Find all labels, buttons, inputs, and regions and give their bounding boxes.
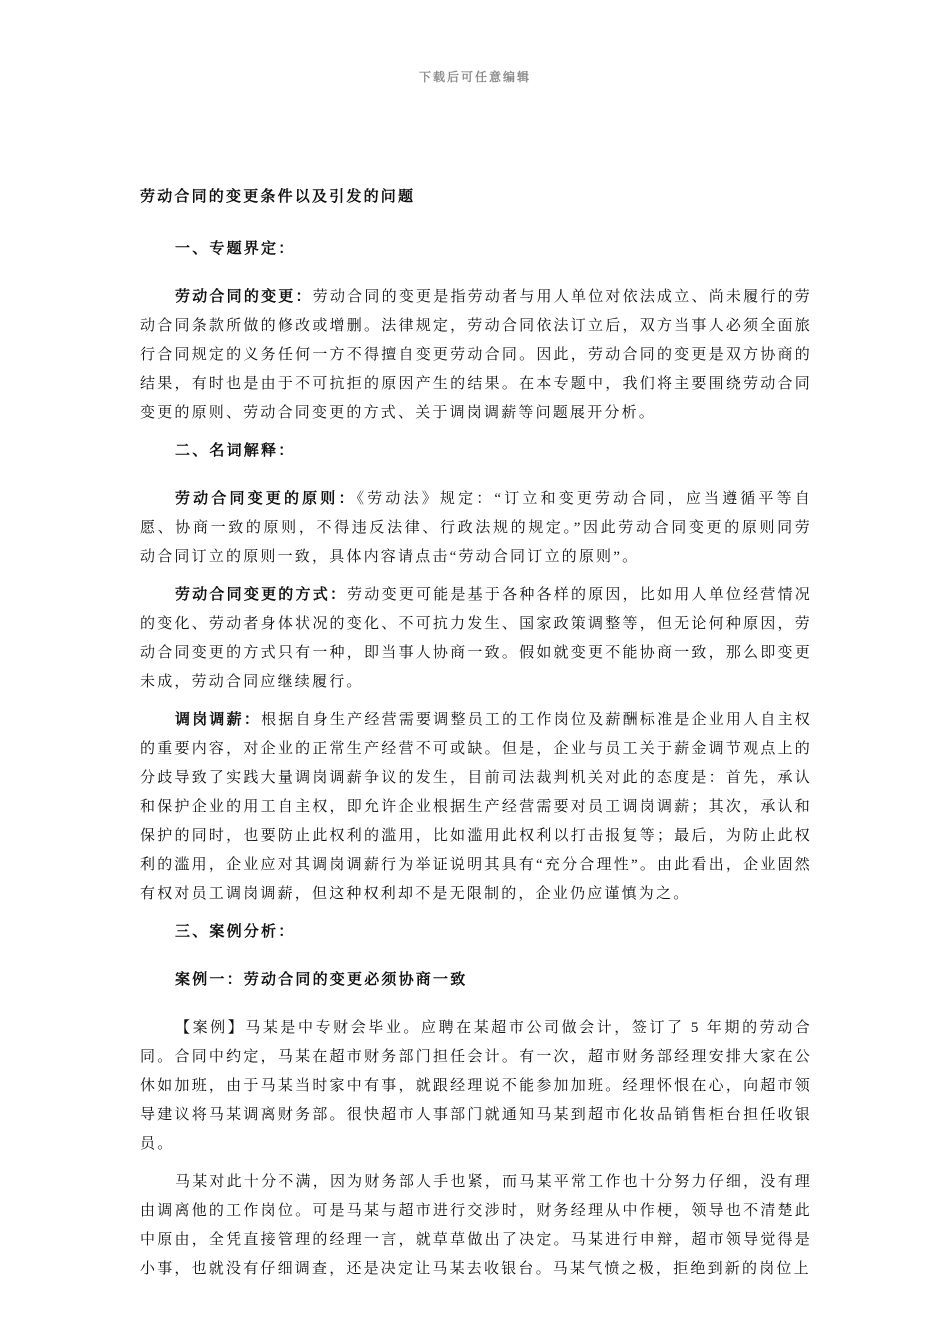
section-heading-1: 一、专题界定： [175,241,296,257]
paragraph-case-description [140,1014,812,1159]
document-content [140,183,812,1284]
paragraph-lead: 劳动合同变更的方式： [175,587,348,603]
section-heading-3: 三、案例分析： [175,924,296,940]
paragraph-lead: 劳动合同变更的原则： [175,491,357,507]
paragraph-text: 《劳动法》规定：“订立和变更劳动合同，应当遵循平等自愿、协商一致的原则，不得违反法律、行政法规的规定。”因此劳动合同变更的原则同劳动合同订立的原则一致，具体内容请点击“劳动合同订立的原则”。 [140,491,812,565]
paragraph-post-salary-adjustment [140,706,812,909]
paragraph-change-principle [140,485,812,572]
paragraph-text: 劳动合同的变更是指劳动者与用人单位对依法成立、尚未履行的劳动合同条款所做的修改或增删。法律规定，劳动合同依法订立后，双方当事人必须全面旅行合同规定的义务任何一方不得擅自变更劳动合同。因此，劳动合同的变更是双方协商的结果，有时也是由于不可抗拒的原因产生的结果。在本专题中，我们将主要围绕劳动合同变更的原则、劳动合同变更的方式、关于调岗调薪等问题展开分析。 [140,289,812,421]
paragraph-lead: 劳动合同的变更： [175,289,313,305]
page-header-note: 下载后可任意编辑 [418,70,531,84]
paragraph-text: 马某对此十分不满，因为财务部人手也紧，而马某平常工作也十分努力仔细，没有理由调离他的工作岗位。可是马某与超市进行交涉时，财务经理从中作梗，领导也不清楚此中原由，全凭直接管理的经理一言，就草草做出了决定。马某进行申辩，超市领导觉得是小事，也就没有仔细调查，还是决定让马某去收银台。马某气愤之极，拒绝到新的岗位上 [140,1174,812,1277]
paragraph-case-continued [140,1168,812,1284]
section-heading-2: 二、名词解释： [175,443,296,459]
paragraph-text: 【案例】马某是中专财会毕业。应聘在某超市公司做会计，签订了 5 年期的劳动合同。合同中约定，马某在超市财务部门担任会计。有一次，超市财务部经理安排大家在公休如加班，由于马某当时家中有事，就跟经理说不能参加加班。经理怀恨在心，向超市领导建议将马某调离财务部。很快超市人事部门就通知马某到超市化妆品销售柜台担任收银员。 [140,1020,812,1152]
case-one-heading: 案例一：劳动合同的变更必须协商一致 [175,972,468,988]
paragraph-lead: 调岗调薪： [175,712,262,728]
document-title: 劳动合同的变更条件以及引发的问题 [140,189,416,205]
paragraph-change-method [140,581,812,697]
paragraph-text: 劳动变更可能是基于各种各样的原因，比如用人单位经营情况的变化、劳动者身体状况的变化、不可抗力发生、国家政策调整等，但无论何种原因，劳动合同变更的方式只有一种，即当事人协商一致。假如就变更不能协商一致，那么即变更未成，劳动合同应继续履行。 [140,587,812,690]
paragraph-text: 根据自身生产经营需要调整员工的工作岗位及薪酬标准是企业用人自主权的重要内容，对企业的正常生产经营不可或缺。但是，企业与员工关于薪金调节观点上的分歧导致了实践大量调岗调薪争议的发生，目前司法裁判机关对此的态度是：首先，承认和保护企业的用工自主权，即允许企业根据生产经营需要对员工调岗调薪；其次，承认和保护的同时，也要防止此权利的滥用，比如滥用此权利以打击报复等；最后，为防止此权利的滥用，企业应对其调岗调薪行为举证说明其具有“充分合理性”。由此看出，企业固然有权对员工调岗调薪，但这种权利却不是无限制的，企业仍应谨慎为之。 [140,712,812,902]
paragraph-contract-change-definition [140,283,812,428]
